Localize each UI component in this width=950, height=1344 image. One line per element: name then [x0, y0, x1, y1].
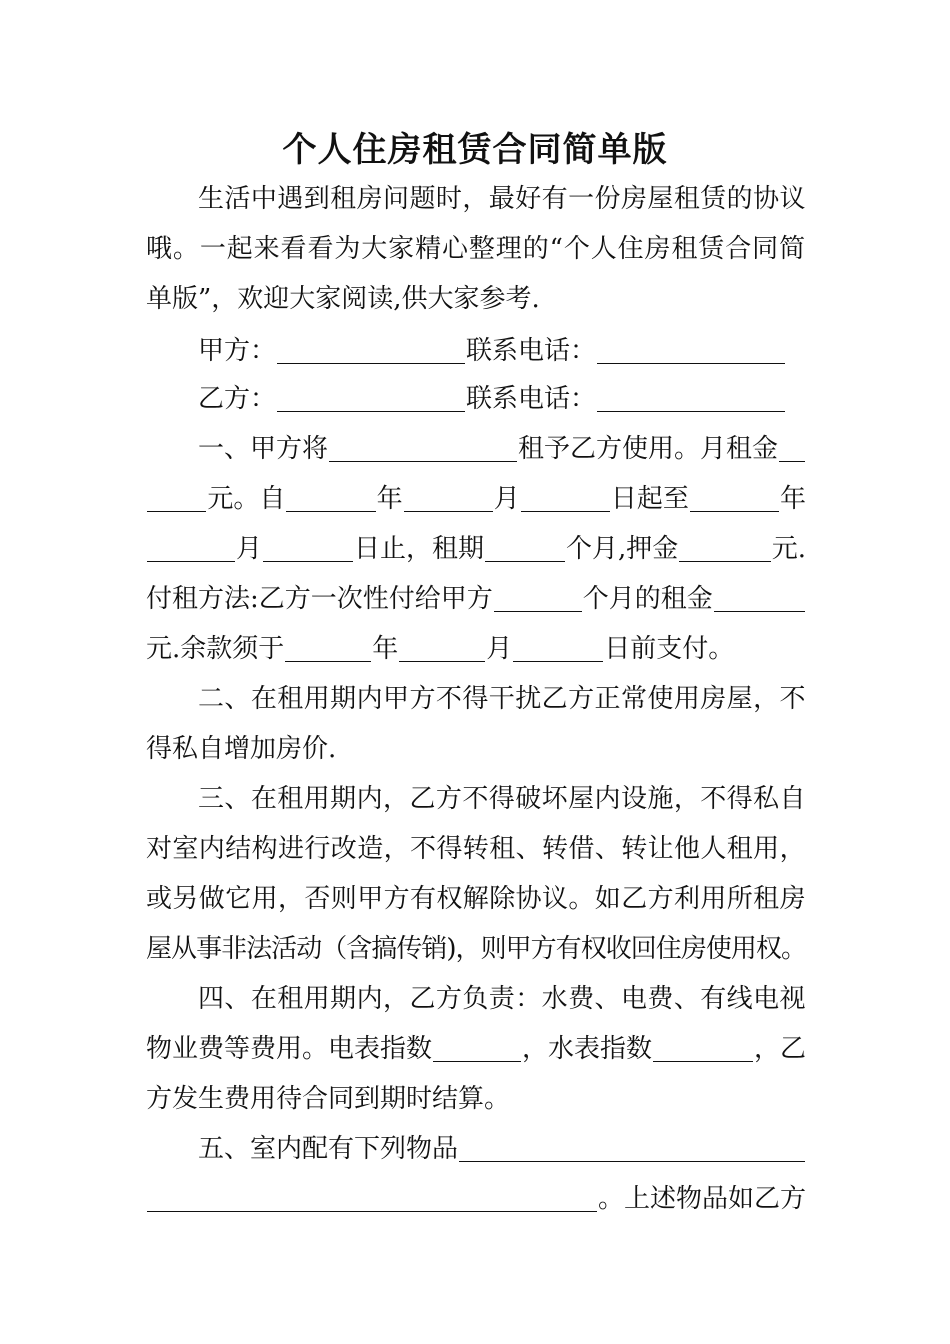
clause-4-line-3: 方发生费用待合同到期时结算。 [146, 1084, 511, 1114]
water-meter-blank[interactable] [653, 1035, 753, 1062]
clause-4-line-2 [146, 1030, 806, 1068]
property-blank[interactable] [329, 435, 517, 462]
clause-1-text-b3: 月 [493, 484, 520, 514]
clause-1-text-b4: 日起至 [610, 484, 689, 514]
clause-3-line-4: 屋从事非法活动（含搞传销)，则甲方有权收回住房使用权。 [146, 934, 806, 964]
clause-1-text-d1: 付租方法:乙方一次性付给甲方 [146, 584, 493, 614]
clause-4-text-a1: 物业费等费用。电表指数 [146, 1034, 433, 1064]
party-a-line [146, 332, 806, 370]
intro-line-2: 哦。一起来看看为大家精心整理的“个人住房租赁合同简 [146, 234, 806, 264]
start-year-blank[interactable] [286, 485, 375, 512]
monthly-rent-blank-start[interactable] [779, 435, 805, 462]
prepaid-rent-blank[interactable] [714, 585, 805, 612]
party-b-label: 乙方： [198, 384, 277, 414]
prepaid-months-blank[interactable] [494, 585, 582, 612]
deposit-blank[interactable] [679, 535, 770, 562]
furnishings-blank-start[interactable] [459, 1135, 805, 1162]
clause-1-text-a1: 一、甲方将 [198, 434, 329, 464]
clause-1-text-b1: 元。自 [207, 484, 286, 514]
clause-5-line-1 [146, 1130, 806, 1168]
clause-1-line-2 [146, 480, 806, 518]
clause-1-line-5 [146, 630, 806, 668]
clause-3-line-3: 或另做它用，否则甲方有权解除协议。如乙方利用所租房 [146, 884, 806, 914]
furnishings-blank-end[interactable] [147, 1185, 597, 1212]
party-b-phone-blank[interactable] [597, 385, 785, 412]
clause-1-text-b2: 年 [376, 484, 403, 514]
party-b-line [146, 380, 806, 418]
start-day-blank[interactable] [521, 485, 610, 512]
start-month-blank[interactable] [404, 485, 493, 512]
clause-5-text-1: 五、室内配有下列物品 [198, 1134, 459, 1164]
clause-1-text-e4: 日前支付。 [604, 634, 735, 664]
lease-months-blank[interactable] [485, 535, 565, 562]
party-a-label: 甲方： [198, 336, 277, 366]
clause-5-text-2: 。上述物品如乙方 [597, 1184, 806, 1214]
end-month-blank[interactable] [147, 535, 235, 562]
balance-month-blank[interactable] [399, 635, 485, 662]
clause-1-text-e2: 年 [372, 634, 399, 664]
party-b-name-blank[interactable] [277, 385, 465, 412]
clause-1-text-c1: 月 [236, 534, 263, 564]
party-b-phone-label: 联系电话： [466, 384, 597, 414]
clause-1-text-c4: 元. [771, 534, 806, 564]
clause-1-text-d2: 个月的租金 [582, 584, 713, 614]
party-a-phone-label: 联系电话： [466, 336, 597, 366]
clause-1-line-3 [146, 530, 806, 568]
clause-5-line-2 [146, 1180, 806, 1218]
party-a-name-blank[interactable] [277, 337, 465, 364]
clause-2-line-1: 二、在租用期内甲方不得干扰乙方正常使用房屋，不 [198, 684, 806, 714]
clause-1-text-e1: 元.余款须于 [146, 634, 285, 664]
monthly-rent-blank-end[interactable] [147, 485, 206, 512]
intro-line-3: 单版”，欢迎大家阅读,供大家参考. [146, 284, 540, 314]
clause-1-text-b5: 年 [779, 484, 806, 514]
page-title: 个人住房租赁合同简单版 [282, 130, 668, 170]
clause-1-line-4 [146, 580, 806, 618]
clause-1-line-1 [146, 430, 806, 468]
end-year-blank[interactable] [690, 485, 779, 512]
clause-2-line-2: 得私自增加房价. [146, 734, 337, 764]
clause-1-text-c2: 日止，租期 [354, 534, 485, 564]
party-a-phone-blank[interactable] [597, 337, 785, 364]
intro-line-1: 生活中遇到租房问题时，最好有一份房屋租赁的协议 [198, 184, 806, 214]
clause-1-text-a2: 租予乙方使用。月租金 [518, 434, 779, 464]
clause-1-text-c3: 个月,押金 [566, 534, 679, 564]
clause-3-line-2: 对室内结构进行改造，不得转租、转借、转让他人租用， [146, 834, 806, 864]
clause-3-line-1: 三、在租用期内，乙方不得破坏屋内设施，不得私自 [198, 784, 806, 814]
electric-meter-blank[interactable] [433, 1035, 521, 1062]
end-day-blank[interactable] [263, 535, 353, 562]
balance-year-blank[interactable] [285, 635, 371, 662]
clause-4-text-a3: ，乙 [753, 1034, 806, 1064]
balance-day-blank[interactable] [513, 635, 603, 662]
clause-4-text-a2: ，水表指数 [522, 1034, 653, 1064]
clause-1-text-e3: 月 [486, 634, 513, 664]
clause-4-line-1: 四、在租用期内，乙方负责：水费、电费、有线电视 [198, 984, 806, 1014]
